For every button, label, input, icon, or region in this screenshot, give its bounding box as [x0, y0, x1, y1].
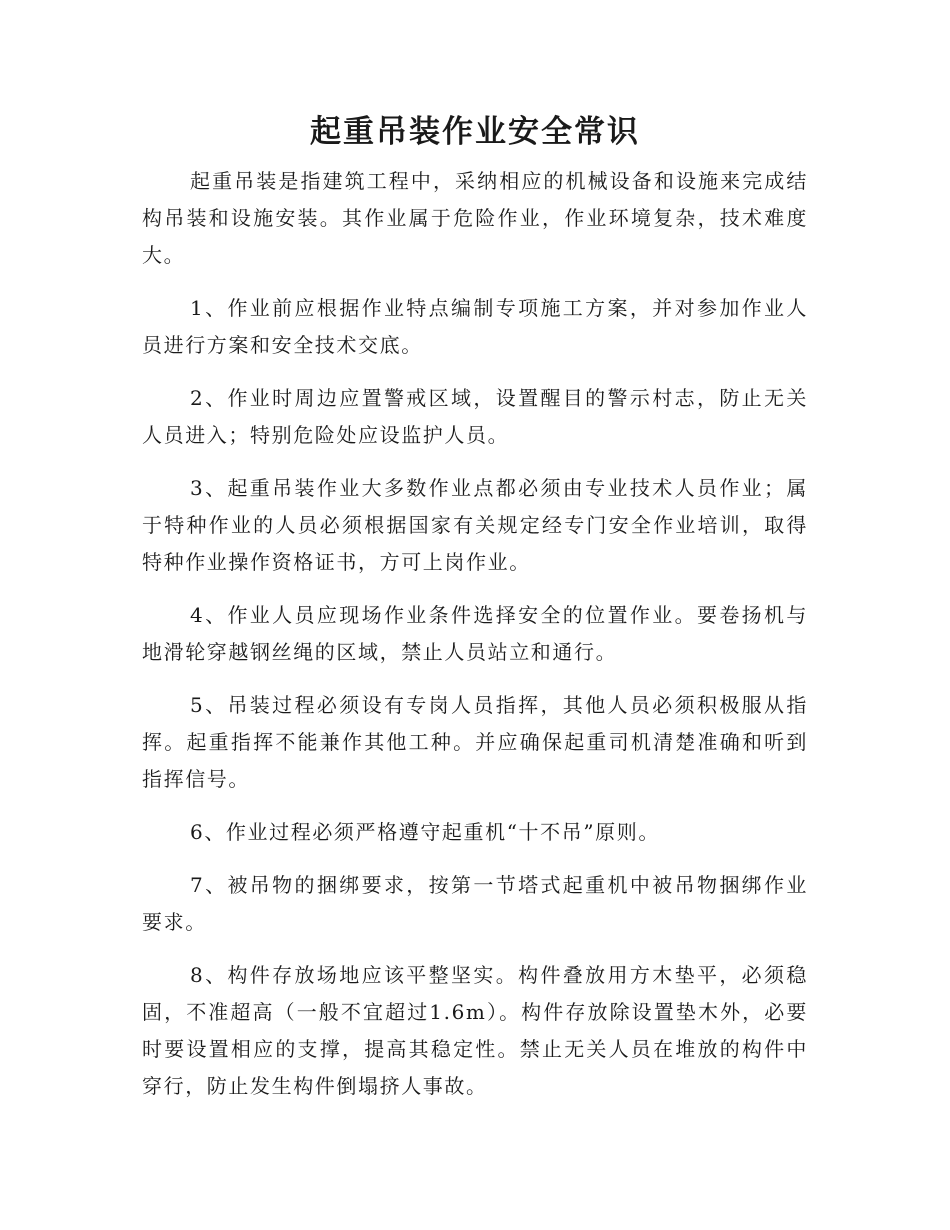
- rule-paragraph-6: 6、作业过程必须严格遵守起重机“十不吊”原则。: [190, 820, 660, 844]
- rule-paragraph-1: 1、作业前应根据作业特点编制专项施工方案，并对参加作业人员进行方案和安全技术交底。: [142, 296, 808, 357]
- rule-paragraph-5: 5、吊装过程必须设有专岗人员指挥，其他人员必须积极服从指挥。起重指挥不能兼作其他工种。并应确保起重司机清楚准确和听到指挥信号。: [142, 693, 808, 791]
- document-body: [142, 163, 808, 1121]
- rule-paragraph-4: 4、作业人员应现场作业条件选择安全的位置作业。要卷扬机与地滑轮穿越钢丝绳的区域，禁止人员站立和通行。: [142, 603, 808, 664]
- rule-paragraph-3: 3、起重吊装作业大多数作业点都必须由专业技术人员作业；属于特种作业的人员必须根据国家有关规定经专门安全作业培训，取得特种作业操作资格证书，方可上岗作业。: [142, 476, 808, 574]
- rule-paragraph-7: 7、被吊物的捆绑要求，按第一节塔式起重机中被吊物捆绑作业要求。: [142, 873, 808, 934]
- rule-paragraph-8: 8、构件存放场地应该平整坚实。构件叠放用方木垫平，必须稳固，不准超高（一般不宜超过1.6m）。构件存放除设置垫木外，必要时要设置相应的支撑，提高其稳定性。禁止无关人员在堆放的构件中穿行，防止发生构件倒塌挤人事故。: [142, 963, 808, 1098]
- intro-paragraph: 起重吊装是指建筑工程中，采纳相应的机械设备和设施来完成结构吊装和设施安装。其作业属于危险作业，作业环境复杂，技术难度大。: [142, 169, 808, 267]
- document-title: 起重吊装作业安全常识: [310, 114, 640, 150]
- rule-paragraph-2: 2、作业时周边应置警戒区域，设置醒目的警示村志，防止无关人员进入；特别危险处应设监护人员。: [142, 386, 808, 447]
